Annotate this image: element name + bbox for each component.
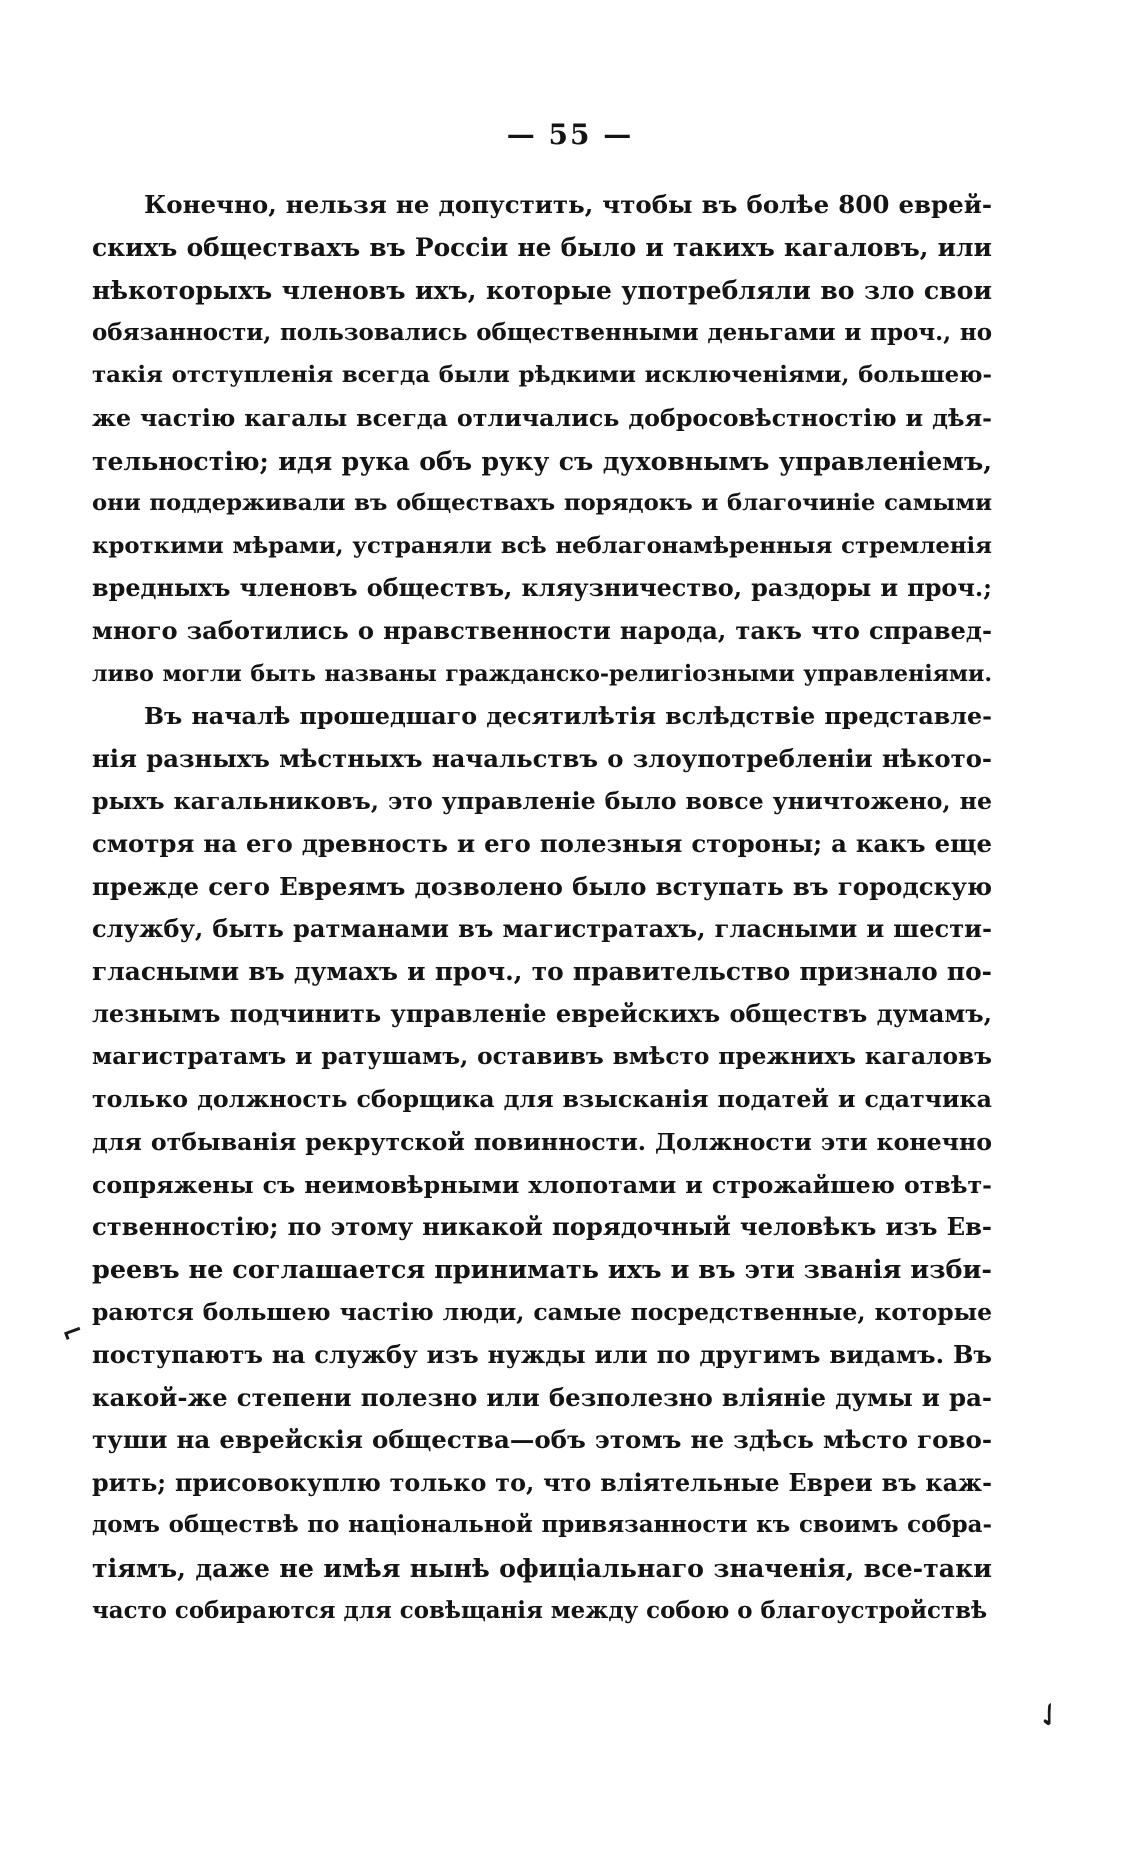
- body-text: [92, 184, 992, 1632]
- text-line: ливо могли быть названы гражданско-религіозными управленіями.: [92, 660, 992, 687]
- text-line: скихъ обществахъ въ Россіи не было и такихъ кагаловъ, или: [92, 232, 992, 262]
- text-line: тельностію; идя рука объ руку съ духовнымъ управленіемъ,: [92, 445, 992, 476]
- text-line: только должность сборщика для взысканія податей и сдатчика: [92, 1085, 992, 1114]
- text-line: они поддерживали въ обществахъ порядокъ и благочиніе самыми: [92, 490, 992, 517]
- text-line: рить; присовокуплю только то, что вліятельные Евреи въ каж-: [92, 1468, 992, 1497]
- text-line: Въ началѣ прошедшаго десятилѣтія вслѣдствіе представле-: [144, 702, 992, 731]
- text-line: поступаютъ на службу изъ нужды или по другимъ видамъ. Въ: [92, 1340, 992, 1370]
- page-number: — 55 —: [506, 118, 634, 151]
- text-line: сопряжены съ неимовѣрными хлопотами и строжайшею отвѣт-: [92, 1170, 992, 1199]
- text-line: смотря на его древность и его полезныя стороны; а какъ еще: [92, 828, 992, 858]
- text-line: прежде сего Евреямъ дозволено было вступать въ городскую: [92, 871, 992, 901]
- text-line: тіямъ, даже не имѣя нынѣ офиціальнаго значенія, все-таки: [92, 1553, 992, 1583]
- pen-mark-left-icon: ⌐: [57, 1315, 89, 1351]
- text-line: рыхъ кагальниковъ, это управленіе было вовсе уничтожено, не: [92, 787, 992, 816]
- text-line: нѣкоторыхъ членовъ ихъ, которые употребляли во зло свои: [92, 275, 992, 306]
- text-line: ственностію; по этому никакой порядочный человѣкъ изъ Ев-: [92, 1212, 992, 1242]
- text-line: часто собираются для совѣщанія между собою о благоустройствѣ: [92, 1597, 988, 1624]
- text-line: службу, быть ратманами въ магистратахъ, гласными и шести-: [92, 914, 992, 944]
- text-line: вредныхъ членовъ обществъ, кляузничество, раздоры и проч.;: [92, 574, 992, 603]
- text-line: такія отступленія всегда были рѣдкими исключеніями, большею-: [92, 362, 992, 389]
- text-line: обязанности, пользовались общественными деньгами и проч., но: [92, 318, 992, 346]
- text-line: кроткими мѣрами, устраняли всѣ неблагонамѣренныя стремленія: [92, 532, 992, 559]
- paragraph-2: [92, 695, 992, 1632]
- text-line: реевъ не соглашается принимать ихъ и въ эти званія изби-: [92, 1254, 992, 1285]
- text-line: раются большею частію люди, самые посредственные, которые: [92, 1298, 992, 1327]
- text-line: же частію кагалы всегда отличались добросовѣстностію и дѣя-: [92, 403, 992, 432]
- text-line: нія разныхъ мѣстныхъ начальствъ о злоупотребленіи нѣкото-: [92, 743, 992, 773]
- pen-mark-right-icon: ✓: [1027, 1691, 1072, 1739]
- text-line: лезнымъ подчинить управленіе еврейскихъ обществъ думамъ,: [92, 999, 992, 1029]
- text-line: много заботились о нравственности народа, такъ что справед-: [92, 615, 992, 645]
- text-line: магистратамъ и ратушамъ, оставивъ вмѣсто прежнихъ кагаловъ: [92, 1042, 992, 1070]
- text-line: домъ обществѣ по національной привязанности къ своимъ собра-: [92, 1511, 992, 1539]
- text-line: Конечно, нельзя не допустить, чтобы въ болѣе 800 еврей-: [144, 190, 992, 219]
- paragraph-1: [92, 184, 992, 695]
- text-line: туши на еврейскія общества—объ этомъ не здѣсь мѣсто гово-: [92, 1425, 992, 1455]
- text-line: какой-же степени полезно или безполезно вліяніе думы и ра-: [92, 1382, 992, 1412]
- text-line: гласными въ думахъ и проч., то правительство признало по-: [92, 956, 992, 986]
- text-line: для отбыванія рекрутской повинности. Должности эти конечно: [92, 1128, 992, 1157]
